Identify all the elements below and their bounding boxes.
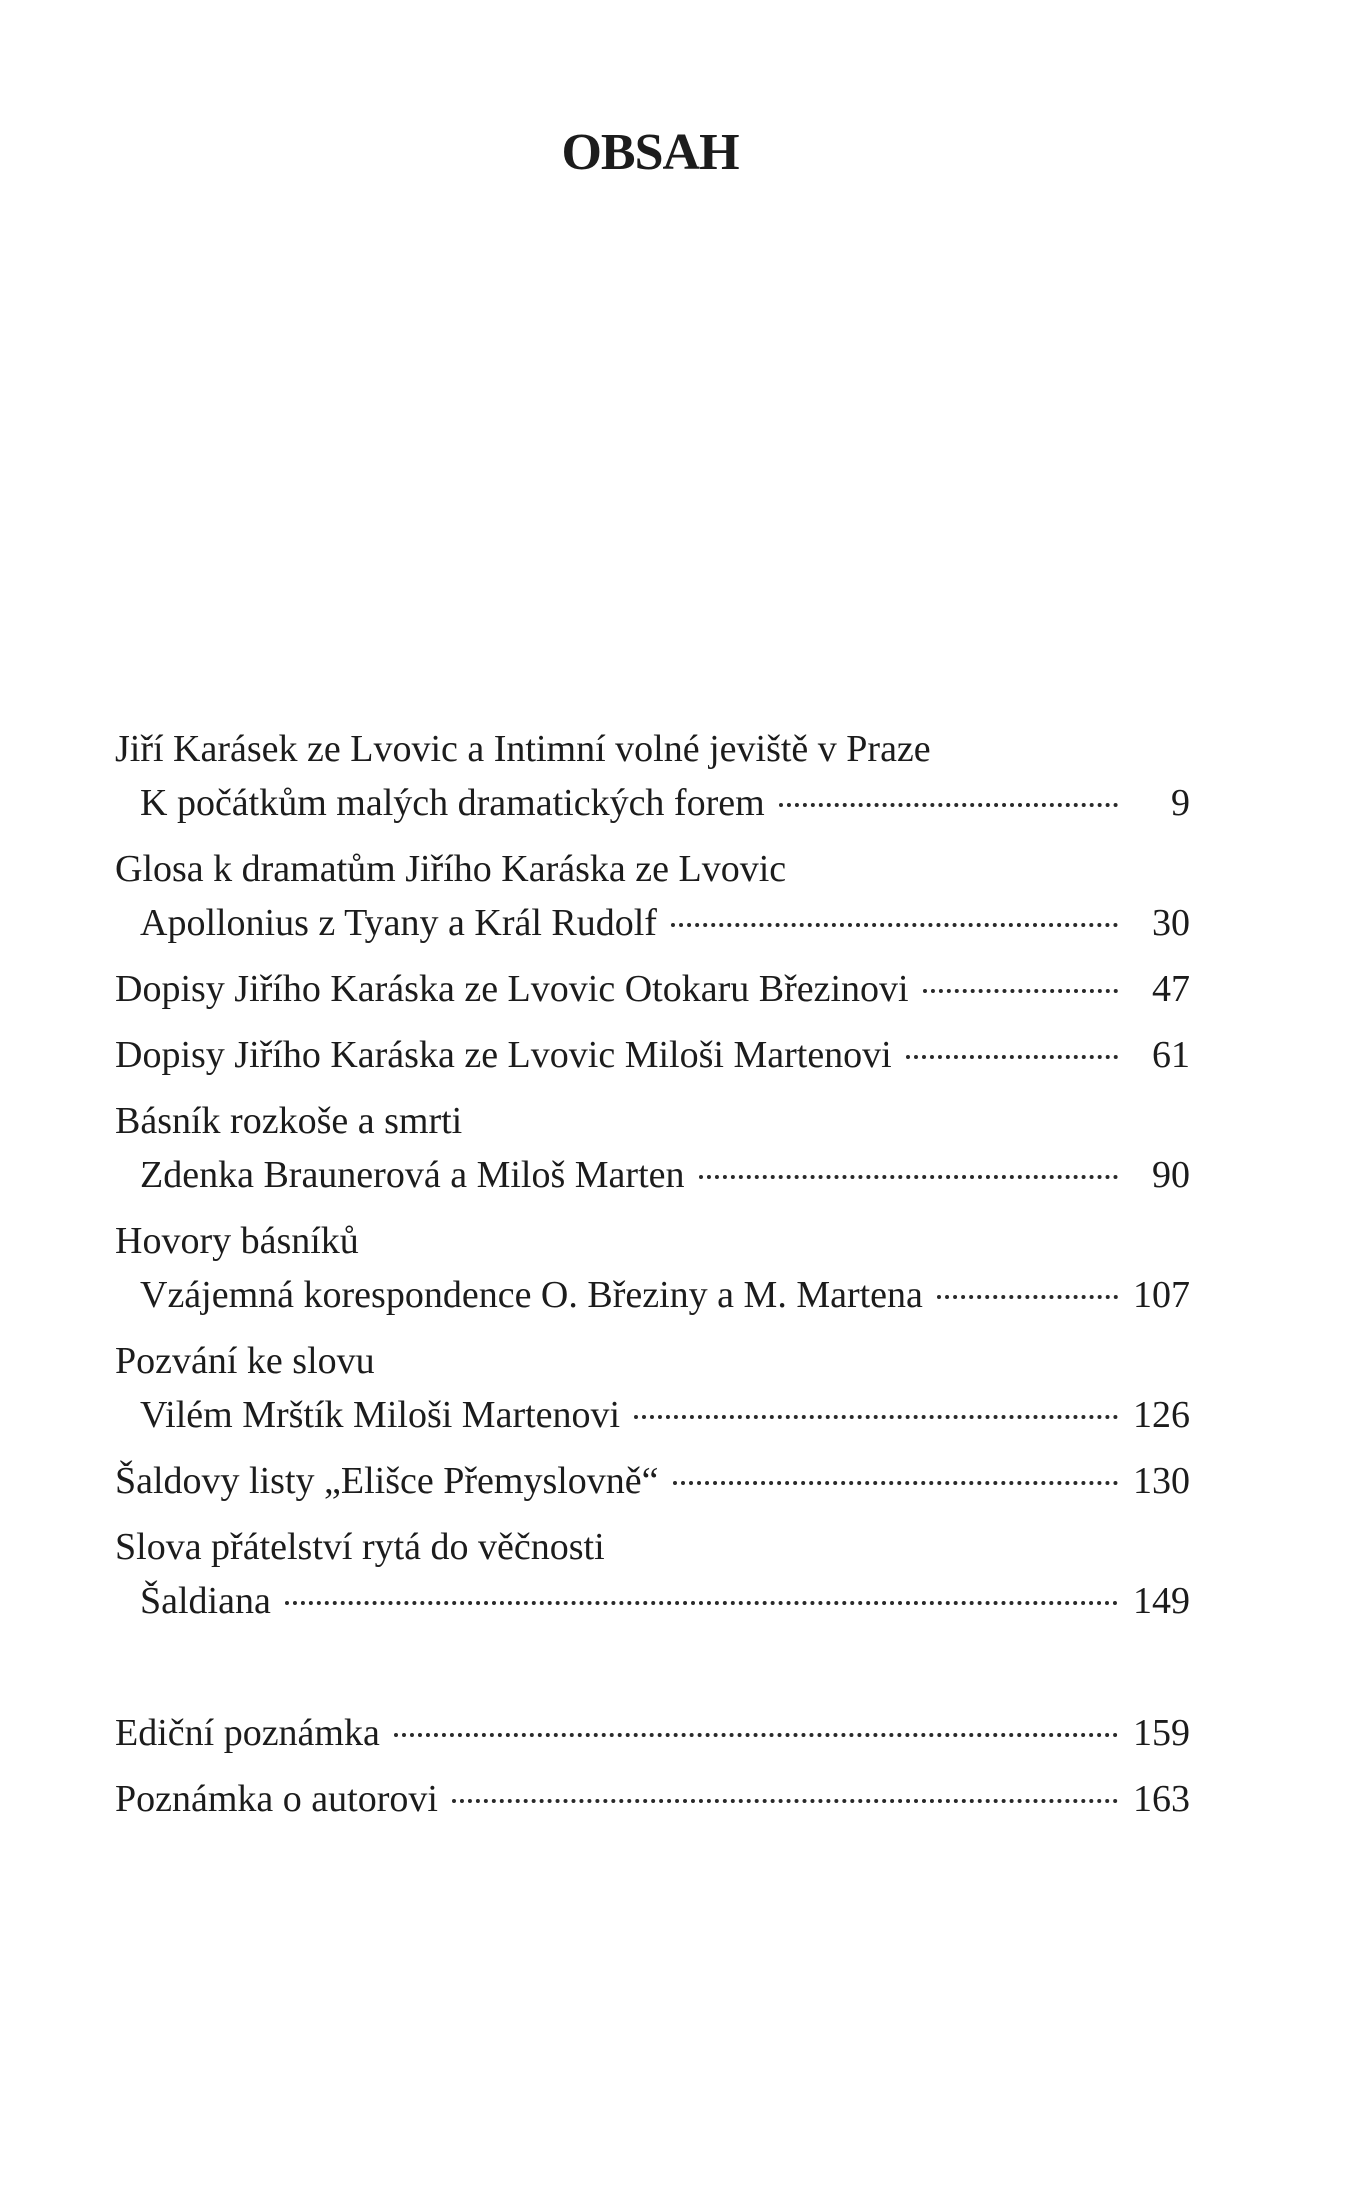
dot-leader [671, 923, 1118, 927]
toc-entry-title: Poznámka o autorovi [115, 1778, 438, 1820]
toc-entry-page: 90 [1152, 1154, 1190, 1196]
toc-entry-heading: Básník rozkoše a smrti [115, 1100, 463, 1142]
toc-entry-heading: Pozvání ke slovu [115, 1340, 375, 1382]
toc-entry-page: 130 [1133, 1460, 1190, 1502]
dot-leader [906, 1055, 1118, 1059]
toc-entry-subtitle: Apollonius z Tyany a Král Rudolf [140, 902, 657, 944]
toc-entry-subtitle-line [115, 776, 1190, 830]
toc-entry[interactable] [115, 1454, 1190, 1508]
toc-entry-subtitle-line [115, 1574, 1190, 1628]
toc-entry-line [115, 1772, 1190, 1826]
toc-entry-heading-line [115, 722, 1190, 776]
toc-entry-page: 163 [1133, 1778, 1190, 1820]
toc-entry-heading: Glosa k dramatům Jiřího Karáska ze Lvovic [115, 848, 787, 890]
toc-entry-title: Dopisy Jiřího Karáska ze Lvovic Otokaru Březinovi [115, 968, 909, 1010]
dot-leader [937, 1295, 1118, 1299]
toc-appendix-entry[interactable] [115, 1772, 1190, 1826]
toc-entry-page: 30 [1152, 902, 1190, 944]
toc-entry-page: 9 [1171, 782, 1190, 824]
toc-entry-heading-line [115, 842, 1190, 896]
toc-entry[interactable] [115, 722, 1190, 830]
toc-entry-heading: Hovory básníků [115, 1220, 359, 1262]
dot-leader [394, 1733, 1118, 1737]
toc-entry[interactable] [115, 842, 1190, 950]
toc-entry-line [115, 1454, 1190, 1508]
toc-entry-subtitle: Vilém Mrštík Miloši Martenovi [140, 1394, 621, 1436]
toc-entry-line [115, 962, 1190, 1016]
toc-entry-line [115, 1706, 1190, 1760]
toc-entry-subtitle: Vzájemná korespondence O. Březiny a M. Martena [140, 1274, 923, 1316]
toc-entry-subtitle: K počátkům malých dramatických forem [140, 782, 765, 824]
toc-appendix-entry[interactable] [115, 1706, 1190, 1760]
toc-entry-title: Ediční poznámka [115, 1712, 380, 1754]
toc-entry-subtitle: Šaldiana [140, 1580, 271, 1622]
toc-entry-heading-line [115, 1520, 1190, 1574]
toc-entry-heading-line [115, 1214, 1190, 1268]
dot-leader [779, 803, 1118, 807]
toc-entry-page: 149 [1133, 1580, 1190, 1622]
dot-leader [634, 1415, 1118, 1419]
toc-entry[interactable] [115, 1028, 1190, 1082]
toc-entry-page: 159 [1133, 1712, 1190, 1754]
dot-leader [673, 1481, 1118, 1485]
dot-leader [923, 989, 1118, 993]
toc-entry[interactable] [115, 1214, 1190, 1322]
toc-entry-page: 61 [1152, 1034, 1190, 1076]
page-title: OBSAH [561, 123, 739, 181]
toc-entry[interactable] [115, 1334, 1190, 1442]
table-of-contents [115, 722, 1190, 1826]
toc-entry-subtitle: Zdenka Braunerová a Miloš Marten [140, 1154, 685, 1196]
toc-entry-subtitle-line [115, 1148, 1190, 1202]
dot-leader [285, 1601, 1118, 1605]
toc-entry-heading-line [115, 1094, 1190, 1148]
toc-entry-title: Dopisy Jiřího Karáska ze Lvovic Miloši Martenovi [115, 1034, 892, 1076]
toc-entry-subtitle-line [115, 1268, 1190, 1322]
dot-leader [452, 1799, 1118, 1803]
toc-entry[interactable] [115, 962, 1190, 1016]
toc-entry-subtitle-line [115, 1388, 1190, 1442]
toc-entry-heading-line [115, 1334, 1190, 1388]
toc-entry-line [115, 1028, 1190, 1082]
toc-entry-page: 47 [1152, 968, 1190, 1010]
toc-entry-page: 126 [1133, 1394, 1190, 1436]
dot-leader [699, 1175, 1119, 1179]
toc-entry[interactable] [115, 1520, 1190, 1628]
toc-entry-title: Šaldovy listy „Elišce Přemyslovně“ [115, 1460, 659, 1502]
toc-entry-subtitle-line [115, 896, 1190, 950]
toc-entry-page: 107 [1133, 1274, 1190, 1316]
toc-entry-heading: Slova přátelství rytá do věčnosti [115, 1526, 605, 1568]
toc-entry-heading: Jiří Karásek ze Lvovic a Intimní volné jeviště v Praze [115, 728, 931, 770]
toc-entry[interactable] [115, 1094, 1190, 1202]
